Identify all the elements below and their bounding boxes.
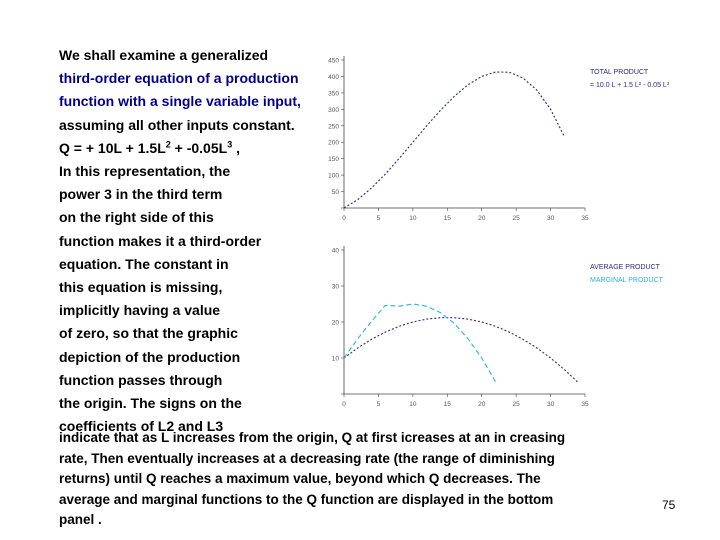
text-line-4: assuming all other inputs constant. — [59, 116, 295, 133]
y-tick-label: 20 — [331, 319, 339, 327]
text-line-9: function makes it a third-order — [59, 232, 262, 249]
bottom-line-5: panel . — [59, 512, 102, 527]
x-tick-label: 15 — [443, 401, 451, 408]
y-tick-label: 250 — [328, 123, 339, 131]
bottom-line-4: average and marginal functions to the Q function are displayed in the bottom — [59, 491, 554, 507]
x-tick-label: 20 — [478, 215, 486, 222]
text-line-7: power 3 in the third term — [59, 186, 223, 203]
x-tick-label: 10 — [409, 215, 417, 222]
equation-exponent-3: 3 — [227, 139, 233, 150]
legend-entry: = 10.0 L + 1.5 L² - 0.05 L³ — [590, 82, 670, 89]
equation-exponent-2: 2 — [165, 139, 171, 150]
y-tick-label: 50 — [331, 189, 339, 197]
x-tick-label: 30 — [546, 215, 555, 222]
y-tick-label: 450 — [328, 57, 339, 65]
text-line-15: function passes through — [59, 371, 223, 388]
y-tick-label: 400 — [328, 73, 339, 81]
slide-text-block — [59, 44, 659, 527]
x-tick-label: 30 — [546, 401, 555, 408]
text-line-1: We shall examine a generalized — [59, 47, 269, 63]
text-line-3: function with a single variable input, — [59, 93, 301, 110]
text-line-2: third-order equation of a production — [59, 70, 299, 87]
text-line-13: of zero, so that the graphic — [59, 325, 238, 342]
x-tick-label: 20 — [478, 401, 486, 408]
legend-entry: TOTAL PRODUCT — [590, 69, 649, 76]
bottom-line-3: returns) until Q reaches a maximum value, beyond which Q decreases. The — [59, 471, 541, 486]
text-line-16: the origin. The signs on the — [59, 395, 242, 412]
x-tick-label: 35 — [581, 401, 589, 408]
text-line-14: depiction of the production — [59, 348, 241, 365]
x-tick-label: 10 — [409, 401, 417, 408]
x-tick-label: 25 — [512, 215, 520, 222]
equation — [59, 137, 659, 160]
bottom-line-2: rate, Then eventually increases at a decreasing rate (the range of diminishing — [59, 450, 555, 466]
bottom-line-1: indicate that as L increases from the origin, Q at first icreases at an in creasing — [59, 430, 566, 445]
x-tick-label: 5 — [376, 401, 381, 408]
x-tick-label: 35 — [581, 215, 589, 222]
y-tick-label: 350 — [328, 90, 339, 98]
y-tick-label: 30 — [331, 283, 339, 291]
equation-suffix: , — [232, 139, 240, 156]
bottom-paragraph — [59, 428, 659, 531]
equation-prefix: Q = + 10L + 1.5L — [59, 139, 166, 156]
y-tick-label: 40 — [331, 247, 339, 255]
y-tick-label: 300 — [328, 106, 339, 114]
y-tick-label: 10 — [331, 355, 339, 363]
y-tick-label: 100 — [328, 172, 339, 180]
x-tick-label: 15 — [443, 215, 451, 222]
legend-entry: MARGINAL PRODUCT — [590, 277, 663, 284]
equation-mid: + -0.05L — [170, 139, 228, 156]
text-line-12: implicitly having a value — [59, 302, 221, 319]
legend-entry: AVERAGE PRODUCT — [590, 264, 660, 271]
x-tick-label: 25 — [512, 401, 520, 408]
y-tick-label: 150 — [328, 156, 339, 164]
text-line-8: on the right side of this — [59, 209, 214, 226]
text-line-6: In this representation, the — [59, 163, 231, 180]
x-tick-label: 0 — [342, 215, 346, 222]
text-line-11: this equation is missing, — [59, 279, 223, 296]
text-line-10: equation. The constant in — [59, 255, 229, 272]
page-number: 75 — [662, 498, 676, 512]
text-line-17: coefficients of L2 and L3 — [59, 418, 224, 435]
x-tick-label: 0 — [342, 401, 346, 408]
y-tick-label: 200 — [328, 139, 339, 147]
x-tick-label: 5 — [376, 215, 381, 222]
